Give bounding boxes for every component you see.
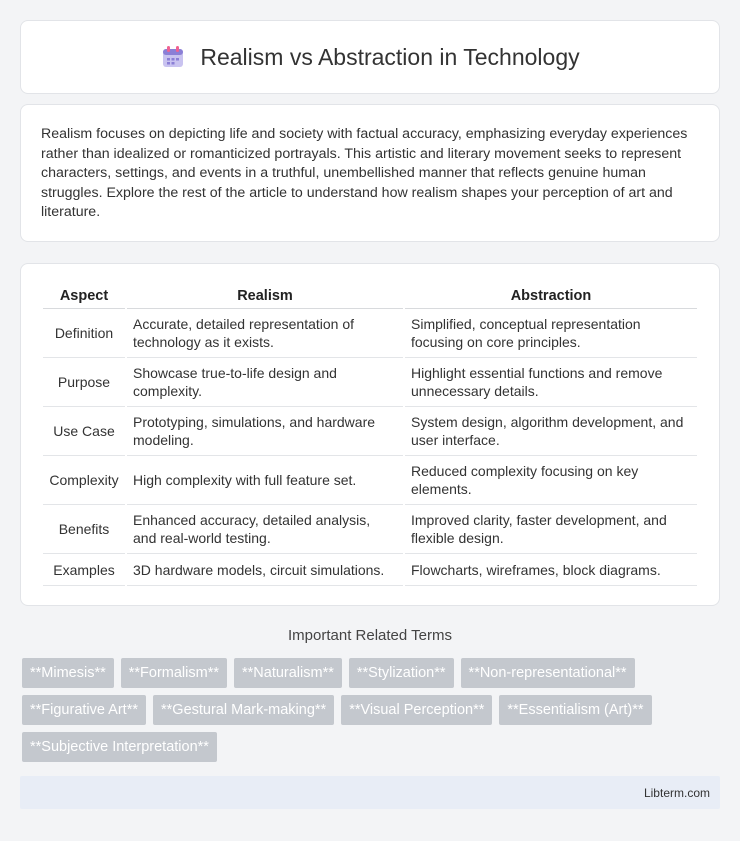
term-tag[interactable]: **Gestural Mark-making** [153, 695, 334, 725]
abstraction-cell: Improved clarity, faster development, and flexible design. [405, 505, 697, 554]
realism-cell: Enhanced accuracy, detailed analysis, and real-world testing. [127, 505, 403, 554]
page-title: Realism vs Abstraction in Technology [200, 43, 580, 70]
realism-cell: Showcase true-to-life design and complexity. [127, 358, 403, 407]
footer-site-link[interactable]: Libterm.com [643, 785, 710, 800]
header-card [20, 20, 720, 94]
aspect-cell: Complexity [43, 456, 125, 505]
intro-text: Realism focuses on depicting life and society with factual accuracy, emphasizing everyday experiences rather than idealized or romanticized portrayals. This artistic and literary movement seeks to represent characters, settings, and events in a truthful, unembellished manner that reflects genuine human struggles. Explore the rest of the article to understand how realism shapes your perception of art and literature. [41, 126, 688, 221]
footer [20, 776, 720, 809]
table-row [43, 358, 697, 407]
abstraction-cell: Flowcharts, wireframes, block diagrams. [405, 554, 697, 586]
related-terms-title: Important Related Terms [288, 627, 452, 644]
table-row [43, 505, 697, 554]
comparison-table [41, 282, 699, 586]
header-realism: Realism [127, 282, 403, 309]
aspect-cell: Definition [43, 309, 125, 358]
term-tag[interactable]: **Subjective Interpretation** [22, 732, 217, 762]
term-tag[interactable]: **Formalism** [121, 658, 227, 688]
table-row [43, 456, 697, 505]
intro-card [20, 104, 720, 242]
realism-cell: High complexity with full feature set. [127, 456, 403, 505]
term-tag[interactable]: **Non-representational** [461, 658, 635, 688]
calendar-icon [160, 44, 186, 70]
term-tag[interactable]: **Stylization** [349, 658, 454, 688]
term-tag[interactable]: **Mimesis** [22, 658, 114, 688]
aspect-cell: Purpose [43, 358, 125, 407]
realism-cell: Prototyping, simulations, and hardware modeling. [127, 407, 403, 456]
aspect-cell: Benefits [43, 505, 125, 554]
realism-cell: 3D hardware models, circuit simulations. [127, 554, 403, 586]
abstraction-cell: Highlight essential functions and remove unnecessary details. [405, 358, 697, 407]
table-row [43, 407, 697, 456]
realism-cell: Accurate, detailed representation of technology as it exists. [127, 309, 403, 358]
term-tag[interactable]: **Figurative Art** [22, 695, 146, 725]
related-terms-list [22, 658, 720, 762]
comparison-table-card [20, 263, 720, 606]
header-aspect: Aspect [43, 282, 125, 309]
table-row [43, 309, 697, 358]
term-tag[interactable]: **Naturalism** [234, 658, 342, 688]
header-abstraction: Abstraction [405, 282, 697, 309]
term-tag[interactable]: **Visual Perception** [341, 695, 492, 725]
abstraction-cell: Reduced complexity focusing on key elements. [405, 456, 697, 505]
aspect-cell: Use Case [43, 407, 125, 456]
table-row [43, 554, 697, 586]
term-tag[interactable]: **Essentialism (Art)** [499, 695, 651, 725]
abstraction-cell: System design, algorithm development, and user interface. [405, 407, 697, 456]
abstraction-cell: Simplified, conceptual representation focusing on core principles. [405, 309, 697, 358]
aspect-cell: Examples [43, 554, 125, 586]
